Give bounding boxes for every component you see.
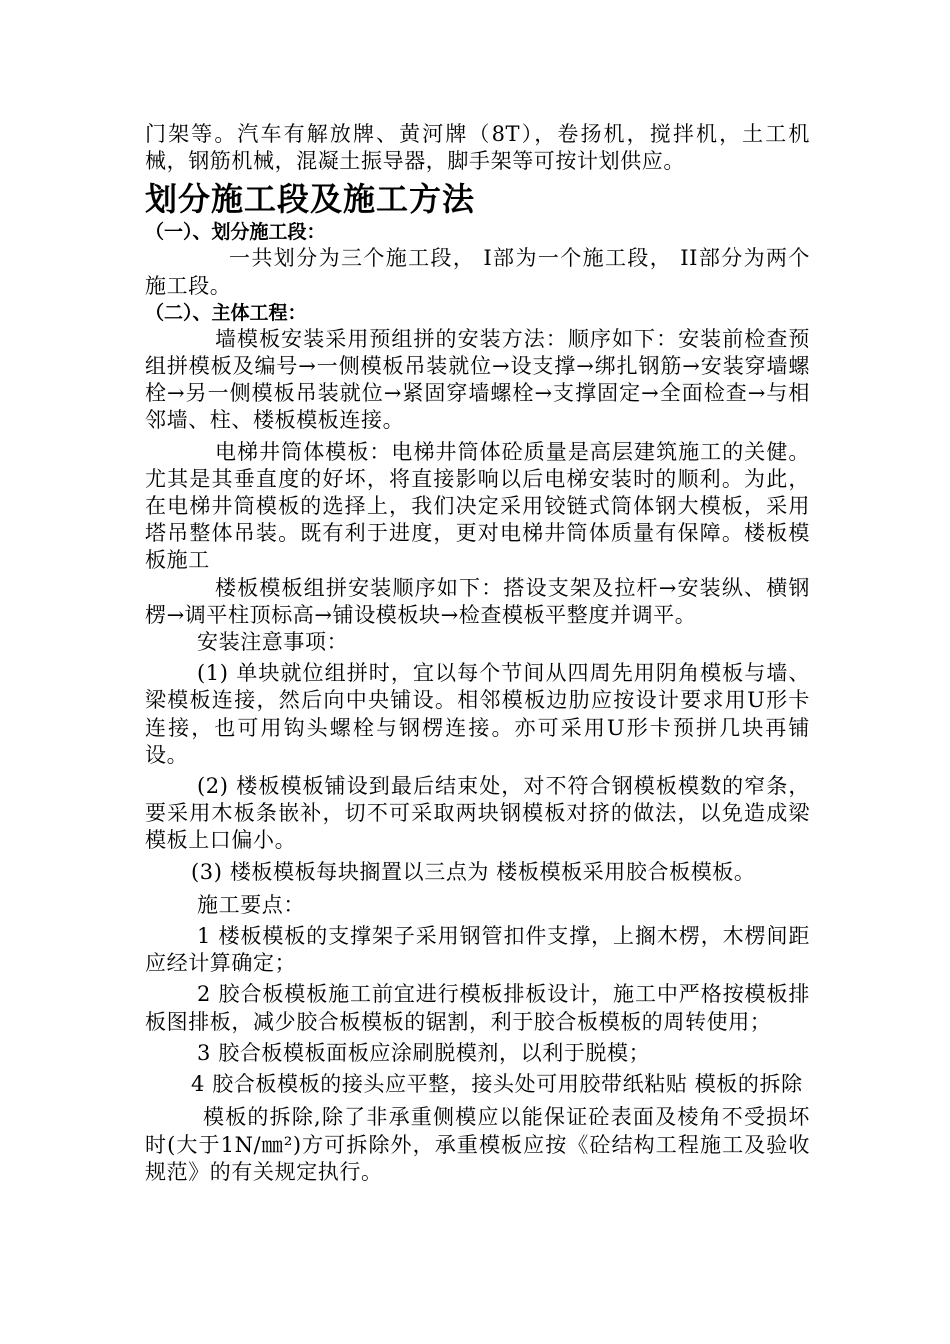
document-page: [145, 121, 810, 1186]
paragraph-elevator-shaft: 电梯井筒体模板：电梯井筒体砼质量是高层建筑施工的关健。尤其是其垂直度的好坏，将直接影响以后电梯安装时的顺利。为此，在电梯井筒模板的选择上，我们决定采用铰链式筒体钢大模板，采用塔吊整体吊装。既有利于进度，更对电梯井筒体质量有保障。楼板模板施工: [145, 439, 810, 573]
paragraph-wall-formwork: 墙模板安装采用预组拼的安装方法：顺序如下：安装前检查预组拼模板及编号→一侧模板吊装就位→设支撑→绑扎钢筋→安装穿墙螺栓→另一侧模板吊装就位→紧固穿墙螺栓→支撑固定→全面检查→与相邻墙、柱、楼板模板连接。: [145, 326, 810, 433]
paragraph-note-2: (2) 楼板模板铺设到最后结束处，对不符合钢模板模数的窄条，要采用木板条嵌补，切不可采取两块钢模板对挤的做法，以免造成梁模板上口偏小。: [145, 774, 810, 853]
paragraph-key-points-title: 施工要点：: [197, 892, 305, 917]
subheading-segments: （一）、划分施工段：: [145, 221, 326, 244]
paragraph-note-1: (1) 单块就位组拼时，宜以每个节间从四周先用阴角模板与墙、梁模板连接，然后向中央铺设。相邻模板边肋应按设计要求用U形卡连接，也可用钩头螺栓与钢楞连接。亦可采用U形卡预拼几块再铺设。: [145, 661, 810, 767]
paragraph-note-3: (3) 楼板模板每块搁置以三点为 楼板模板采用胶合板模板。: [191, 859, 756, 884]
paragraph-notes-title: 安装注意事项：: [197, 630, 349, 655]
paragraph-formwork-removal: 模板的拆除,除了非承重侧模应以能保证砼表面及棱角不受损坏时(大于1N/㎜²)方可拆除外，承重模板应按《砼结构工程施工及验收规范》的有关规定执行。: [145, 1105, 810, 1184]
paragraph-equipment: 门架等。汽车有解放牌、黄河牌（8T），卷扬机，搅拌机，土工机械，钢筋机械，混凝土振导器，脚手架等可按计划供应。: [145, 122, 810, 174]
paragraph-point-4: 4 胶合板模板的接头应平整，接头处可用胶带纸粘贴 模板的拆除: [191, 1072, 803, 1097]
paragraph-point-1: 1 楼板模板的支撑架子采用钢管扣件支撑，上搁木楞，木楞间距应经计算确定；: [145, 924, 810, 976]
subheading-main-works: （二）、主体工程：: [145, 301, 307, 324]
paragraph-segments: 一共划分为三个施工段， I部为一个施工段， II部分为两个施工段。: [145, 246, 810, 298]
paragraph-point-3: 3 胶合板模板面板应涂刷脱模剂，以利于脱模；: [197, 1040, 651, 1065]
paragraph-floor-sequence: 楼板模板组拼安装顺序如下：搭设支架及拉杆→安装纵、横钢楞→调平柱顶标高→铺设模板块→检查模板平整度并调平。: [145, 575, 810, 627]
paragraph-point-2: 2 胶合板模板施工前宜进行模板排板设计，施工中严格按模板排板图排板，减少胶合板模板的锯割，利于胶合板模板的周转使用；: [145, 982, 810, 1034]
section-heading: 划分施工段及施工方法: [145, 180, 476, 219]
